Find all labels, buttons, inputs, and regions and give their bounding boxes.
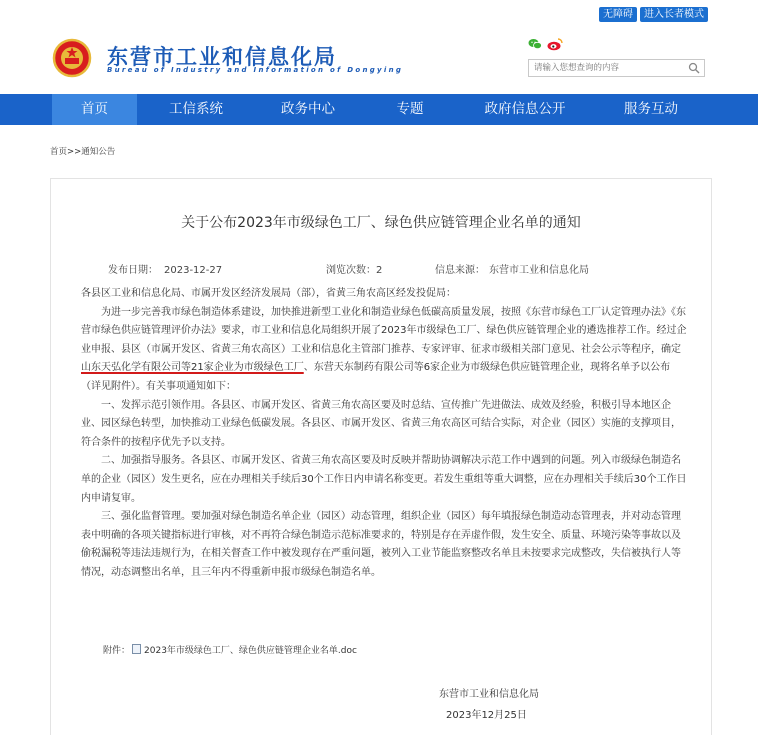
attachment-label: 附件： [103, 646, 131, 656]
nav-item-government-info[interactable]: 政府信息公开 [484, 101, 566, 117]
paragraph-1: 一、发挥示范引领作用。各县区、市属开发区、省黄三角农高区要及时总结、宣传推广先进做法、成效及经验，积极引导本地区企业、园区绿色转型，加快推动工业绿色低碳发展。各县区、市属开发区、省黄三角农高区可结合实际，对企业（园区）实施的支撑项目，符合条件的按程序优先予以支持。 [81, 399, 681, 448]
paragraph-2: 二、加强指导服务。各县区、市属开发区、省黄三角农高区要及时反映并帮助协调解决示范工作中遇到的问题。列入市级绿色制造名单的企业（园区）发生更名，应在办理相关手续后30个工作日内申请名称变更。若发生重组等重大调整，应在办理相关手续后30个工作日内申请复审。 [81, 455, 687, 504]
intro-paragraph [81, 304, 689, 397]
info-source [435, 261, 589, 276]
elderly-mode-button[interactable]: 进入长者模式 [640, 7, 708, 22]
attachment [103, 643, 357, 656]
nav-item-topics[interactable]: 专题 [396, 101, 424, 117]
source-label: 信息来源： [435, 265, 485, 276]
search-input[interactable] [529, 60, 684, 76]
search-icon[interactable] [688, 62, 700, 74]
intro-underlined-text: 山东天弘化学有限公司等21家企业为市级绿色工厂 [81, 362, 304, 374]
attachment-link[interactable]: 2023年市级绿色工厂、绿色供应链管理企业名单.doc [144, 646, 357, 656]
article-title: 关于公布2023年市级绿色工厂、绿色供应链管理企业名单的通知 [181, 215, 581, 231]
site-subtitle: Bureau of Industry and Information of Dongying [107, 66, 404, 74]
paragraph-3: 三、强化监督管理。要加强对绿色制造名单企业（园区）动态管理，组织企业（园区）每年填报绿色制造动态管理表，并对动态管理表中明确的各项关键指标进行审核，对不再符合绿色制造示范标准要求的，特别是存在弄虚作假，发生安全、质量、环境污染等事故以及偷税漏税等违法违规行为，在相关督查工作中被发现存在严重问题，被列入工业节能监察整改名单且未按要求完成整改，失信被执行人等情况，动态调整出名单，且三年内不得重新申报市级绿色制造名单。 [81, 511, 681, 578]
nav-item-home[interactable]: 首页 [52, 94, 137, 125]
breadcrumb [50, 145, 115, 157]
breadcrumb-separator: >> [67, 147, 82, 157]
nav-item-service-interaction[interactable]: 服务互动 [624, 101, 678, 117]
signature-date: 2023年12月25日 [446, 710, 527, 721]
intro-text-before: 为进一步完善我市绿色制造体系建设，加快推进新型工业化和制造业绿色低碳高质量发展，按照《东营市绿色工厂认定管理办法》《东营市绿色供应链管理评价办法》要求，市工业和信息化局组织开展了2023年市级绿色工厂、绿色供应链管理企业的遴选推荐工作。经过企业申报、县区（市属开发区、省黄三角农高区）工业和信息化主管部门推荐、专家评审、征求市级相关部门意见、社会公示等程序，确定 [81, 306, 687, 355]
intro-text-after: 、东营天东制药有限公司等6家企业为市级绿色供应链管理企业，现将名单予以公布（详见附件）。有关事项通知如下： [81, 362, 671, 392]
source-value: 东营市工业和信息化局 [489, 265, 589, 276]
article-panel [50, 178, 712, 735]
weibo-icon[interactable] [547, 37, 563, 51]
wechat-icon[interactable] [528, 38, 542, 50]
national-emblem-icon[interactable] [52, 38, 92, 78]
site-title[interactable]: 东营市工业和信息化局 [107, 45, 337, 69]
views-label: 浏览次数： [326, 265, 376, 276]
nav-item-government-center[interactable]: 政务中心 [281, 101, 335, 117]
search-box [528, 59, 705, 77]
signature-organization: 东营市工业和信息化局 [439, 689, 539, 700]
salutation: 各县区工业和信息化局、市属开发区经济发展局（部），省黄三角农高区经发投促局： [81, 288, 456, 299]
view-count [326, 261, 382, 276]
top-bar [0, 0, 758, 28]
main-nav [0, 94, 758, 125]
nav-item-industry-system[interactable]: 工信系统 [169, 101, 223, 117]
publish-date-label: 发布日期： [108, 265, 158, 276]
views-value: 2 [376, 265, 383, 276]
publish-date-value: 2023-12-27 [164, 265, 223, 276]
article-body [81, 285, 689, 583]
breadcrumb-home[interactable]: 首页 [50, 147, 68, 157]
publish-date [108, 261, 222, 276]
accessibility-button[interactable]: 无障碍 [599, 7, 637, 22]
doc-file-icon [132, 644, 141, 654]
breadcrumb-current[interactable]: 通知公告 [81, 147, 116, 157]
